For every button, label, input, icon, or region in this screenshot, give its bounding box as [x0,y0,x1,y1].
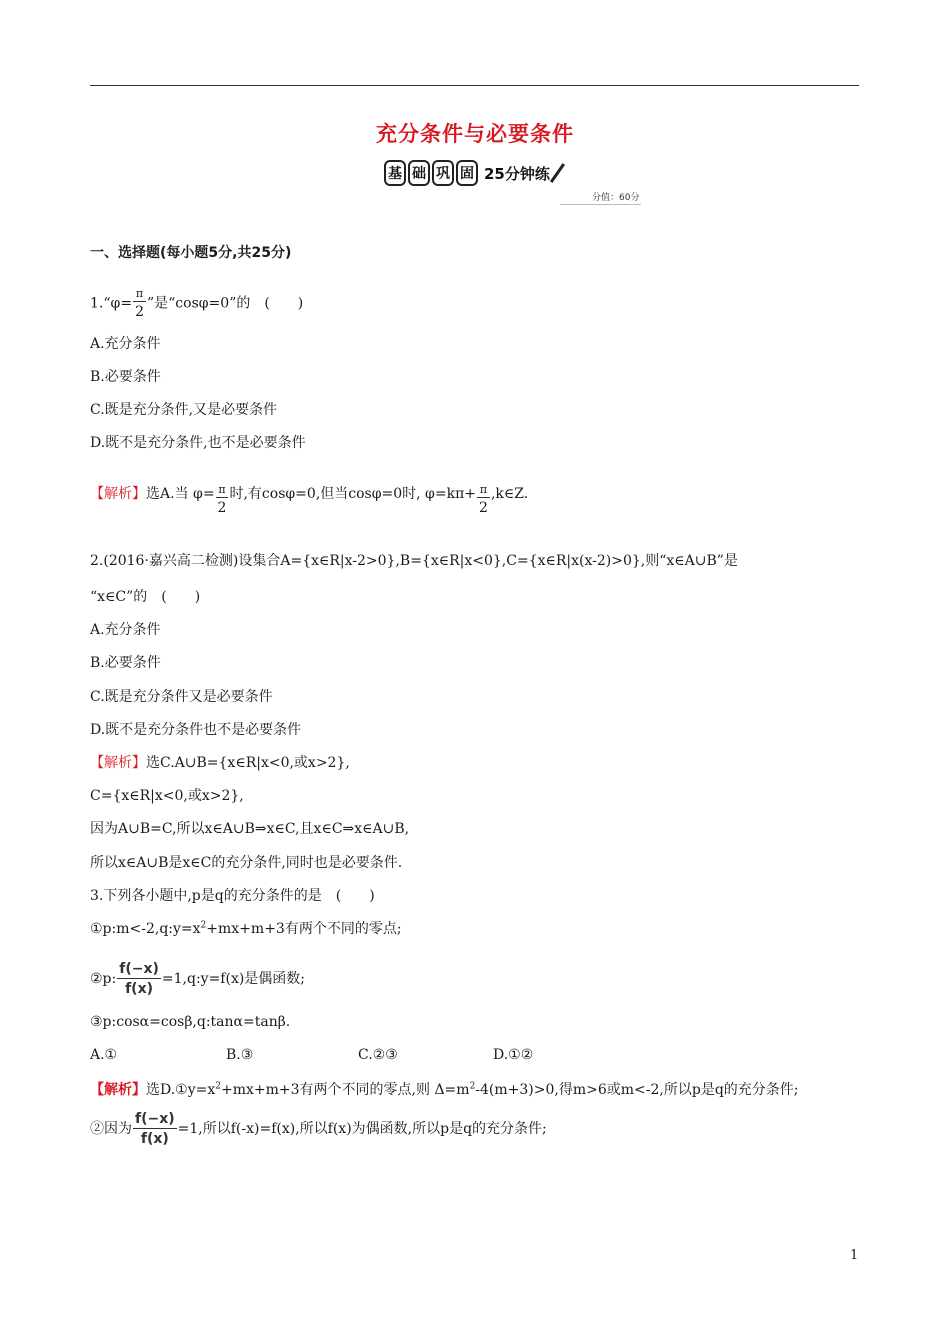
header-rule [90,85,859,86]
banner-chip: 基 [384,160,406,186]
fraction: $\frac{\pi}{2}$ [135,287,144,320]
page-title: 充分条件与必要条件 [376,122,574,146]
analysis-2-line: C={x∈R|x<0,或x>2}, [90,788,244,804]
analysis-1: 【解析】选A.当 φ= $\frac{\pi}{2}$ 时,有cosφ=0,但当cosφ=0时, φ=kπ+ $\frac{\pi}{2}$ ,k∈Z. [90,483,529,516]
pencil-icon [550,163,565,183]
question-2-stem: 2.(2016·嘉兴高二检测)设集合A={x∈R|x-2>0},B={x∈R|x<0},C={x∈R|x(x-2)>0},则“x∈A∪B”是 [90,553,738,569]
question-3-item-1: $①p:m<-2,q:y=x^2+mx+m+3$有两个不同的零点; [90,920,402,937]
option: D.既不是充分条件也不是必要条件 [90,722,302,738]
analysis-3-line: ②因为 $\frac{f(-x)}{f(x)}$ =1,所以f(-x)=f(x),所以f(x)为偶函数,所以p是q的充分条件; [90,1111,547,1147]
option: B.必要条件 [90,655,161,671]
question-3-options [90,1045,533,1065]
question-3-item-3: ③p:cosα=cosβ,q:tanα=tanβ. [90,1014,291,1030]
page-number: 1 [850,1248,859,1263]
banner-chip: 巩 [432,160,454,186]
fraction: $\frac{\pi}{2}$ [479,483,488,516]
score-label: 分值：60分 [560,190,641,205]
option: B.③ [226,1047,254,1063]
banner-minutes: 25分钟练 [484,164,550,183]
option: D.①② [493,1047,534,1063]
option: B.必要条件 [90,369,161,385]
option: A.充分条件 [90,622,161,638]
option: C.②③ [358,1047,398,1063]
banner-chip: 固 [456,160,478,186]
analysis-tag: 【解析】 [90,755,146,771]
option: D.既不是充分条件,也不是必要条件 [90,435,306,451]
section-heading: 一、选择题(每小题5分,共25分) [90,245,292,261]
option: C.既是充分条件又是必要条件 [90,689,273,705]
analysis-2: 【解析】选C.A∪B={x∈R|x<0,或x>2}, [90,755,350,771]
analysis-2-line: 所以x∈A∪B是x∈C的充分条件,同时也是必要条件. [90,855,403,871]
option: A.① [90,1047,118,1063]
question-2-stem-cont: “x∈C”的 ( ) [90,589,201,605]
fraction: $\frac{\pi}{2}$ [217,483,227,516]
analysis-3: 【解析】选$D.①y=x^2+mx+m+3$有两个不同的零点,则 $\Delta=m^2-4(m+3)>0$,得m>6或m<-2,所以p是q的充分条件; [90,1081,799,1098]
option: C.既是充分条件,又是必要条件 [90,402,278,418]
practice-banner [384,160,559,186]
fraction: $\frac{f(-x)}{f(x)}$ [119,961,159,997]
option: A.充分条件 [90,336,161,352]
question-3-item-2: ②p: $\frac{f(-x)}{f(x)}$ =1,q:y=f(x)是偶函数; [90,961,306,997]
question-1-stem: 1.“φ= $\frac{\pi}{2}$ ”是“cosφ=0”的 ( ) [90,287,304,320]
fraction: $\frac{f(-x)}{f(x)}$ [135,1111,175,1147]
question-3-stem: 3.下列各小题中,p是q的充分条件的是 ( ) [90,888,375,904]
analysis-tag: 【解析】 [90,486,146,502]
banner-chip: 础 [408,160,430,186]
analysis-2-line: 因为A∪B=C,所以x∈A∪B⇒x∈C,且x∈C⇒x∈A∪B, [90,821,410,837]
analysis-tag: 【解析】 [90,1082,146,1098]
